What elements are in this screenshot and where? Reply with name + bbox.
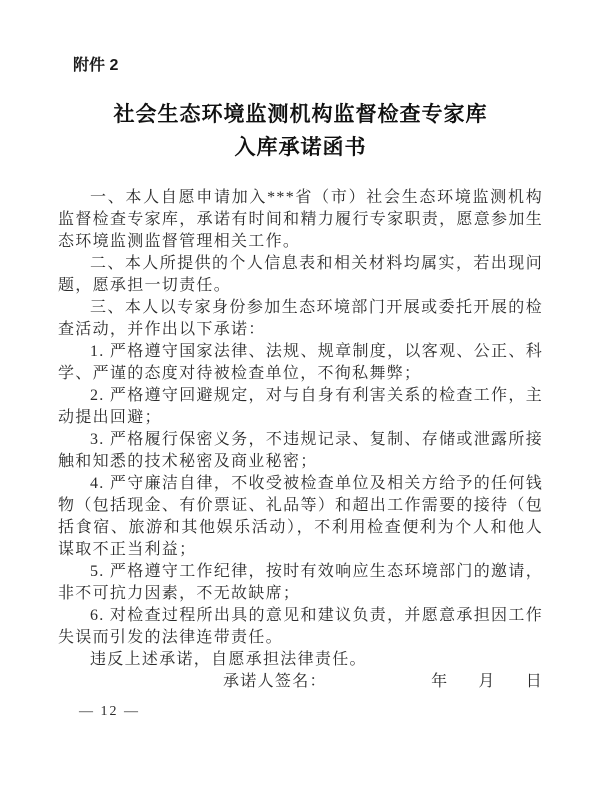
title-line-2: 入库承诺函书	[234, 135, 367, 159]
attachment-label: 附件 2	[73, 57, 119, 74]
paragraph-1: 一、本人自愿申请加入***省（市）社会生态环境监测机构监督检查专家库，承诺有时间和精力履行专家职责，愿意参加生态环境监测监督管理相关工作。	[58, 189, 543, 250]
signature-label: 承诺人签名：	[223, 673, 327, 690]
paragraph-2: 二、本人所提供的个人信息表和相关材料均属实，若出现问题，愿承担一切责任。	[58, 255, 543, 294]
list-item-4: 4. 严守廉洁自律，不收受被检查单位及相关方给予的任何钱物（包括现金、有价票证、礼品等）和超出工作需要的接待（包括食宿、旅游和其他娱乐活动），不利用检查便利为个人和他人谋取不正当利益；	[58, 475, 543, 558]
date-month-label: 月	[478, 673, 496, 690]
signature-date-group	[431, 671, 543, 693]
closing-paragraph: 违反上述承诺，自愿承担法律责任。	[90, 651, 367, 668]
list-item-5: 5. 严格遵守工作纪律，按时有效响应生态环境部门的邀请，非不可抗力因素，不无故缺席；	[58, 563, 543, 602]
paragraph-3: 三、本人以专家身份参加生态环境部门开展或委托开展的检查活动，并作出以下承诺：	[58, 299, 543, 338]
list-item-1: 1. 严格遵守国家法律、法规、规章制度，以客观、公正、科学、严谨的态度对待被检查单位，不徇私舞弊；	[58, 343, 543, 382]
date-year-label: 年	[431, 673, 449, 690]
title-line-1: 社会生态环境监测机构监督检查专家库	[113, 102, 488, 126]
list-item-3: 3. 严格履行保密义务，不违规记录、复制、存储或泄露所接触和知悉的技术秘密及商业秘密；	[58, 431, 543, 470]
signature-row	[58, 671, 543, 693]
list-item-6: 6. 对检查过程所出具的意见和建议负责，并愿意承担因工作失误而引发的法律连带责任。	[58, 607, 543, 646]
list-item-2: 2. 严格遵守回避规定，对与自身有利害关系的检查工作，主动提出回避；	[58, 387, 543, 426]
document-body	[58, 187, 543, 693]
page-number: — 12 —	[79, 704, 140, 719]
document-title	[58, 98, 543, 164]
date-day-label: 日	[525, 673, 543, 690]
